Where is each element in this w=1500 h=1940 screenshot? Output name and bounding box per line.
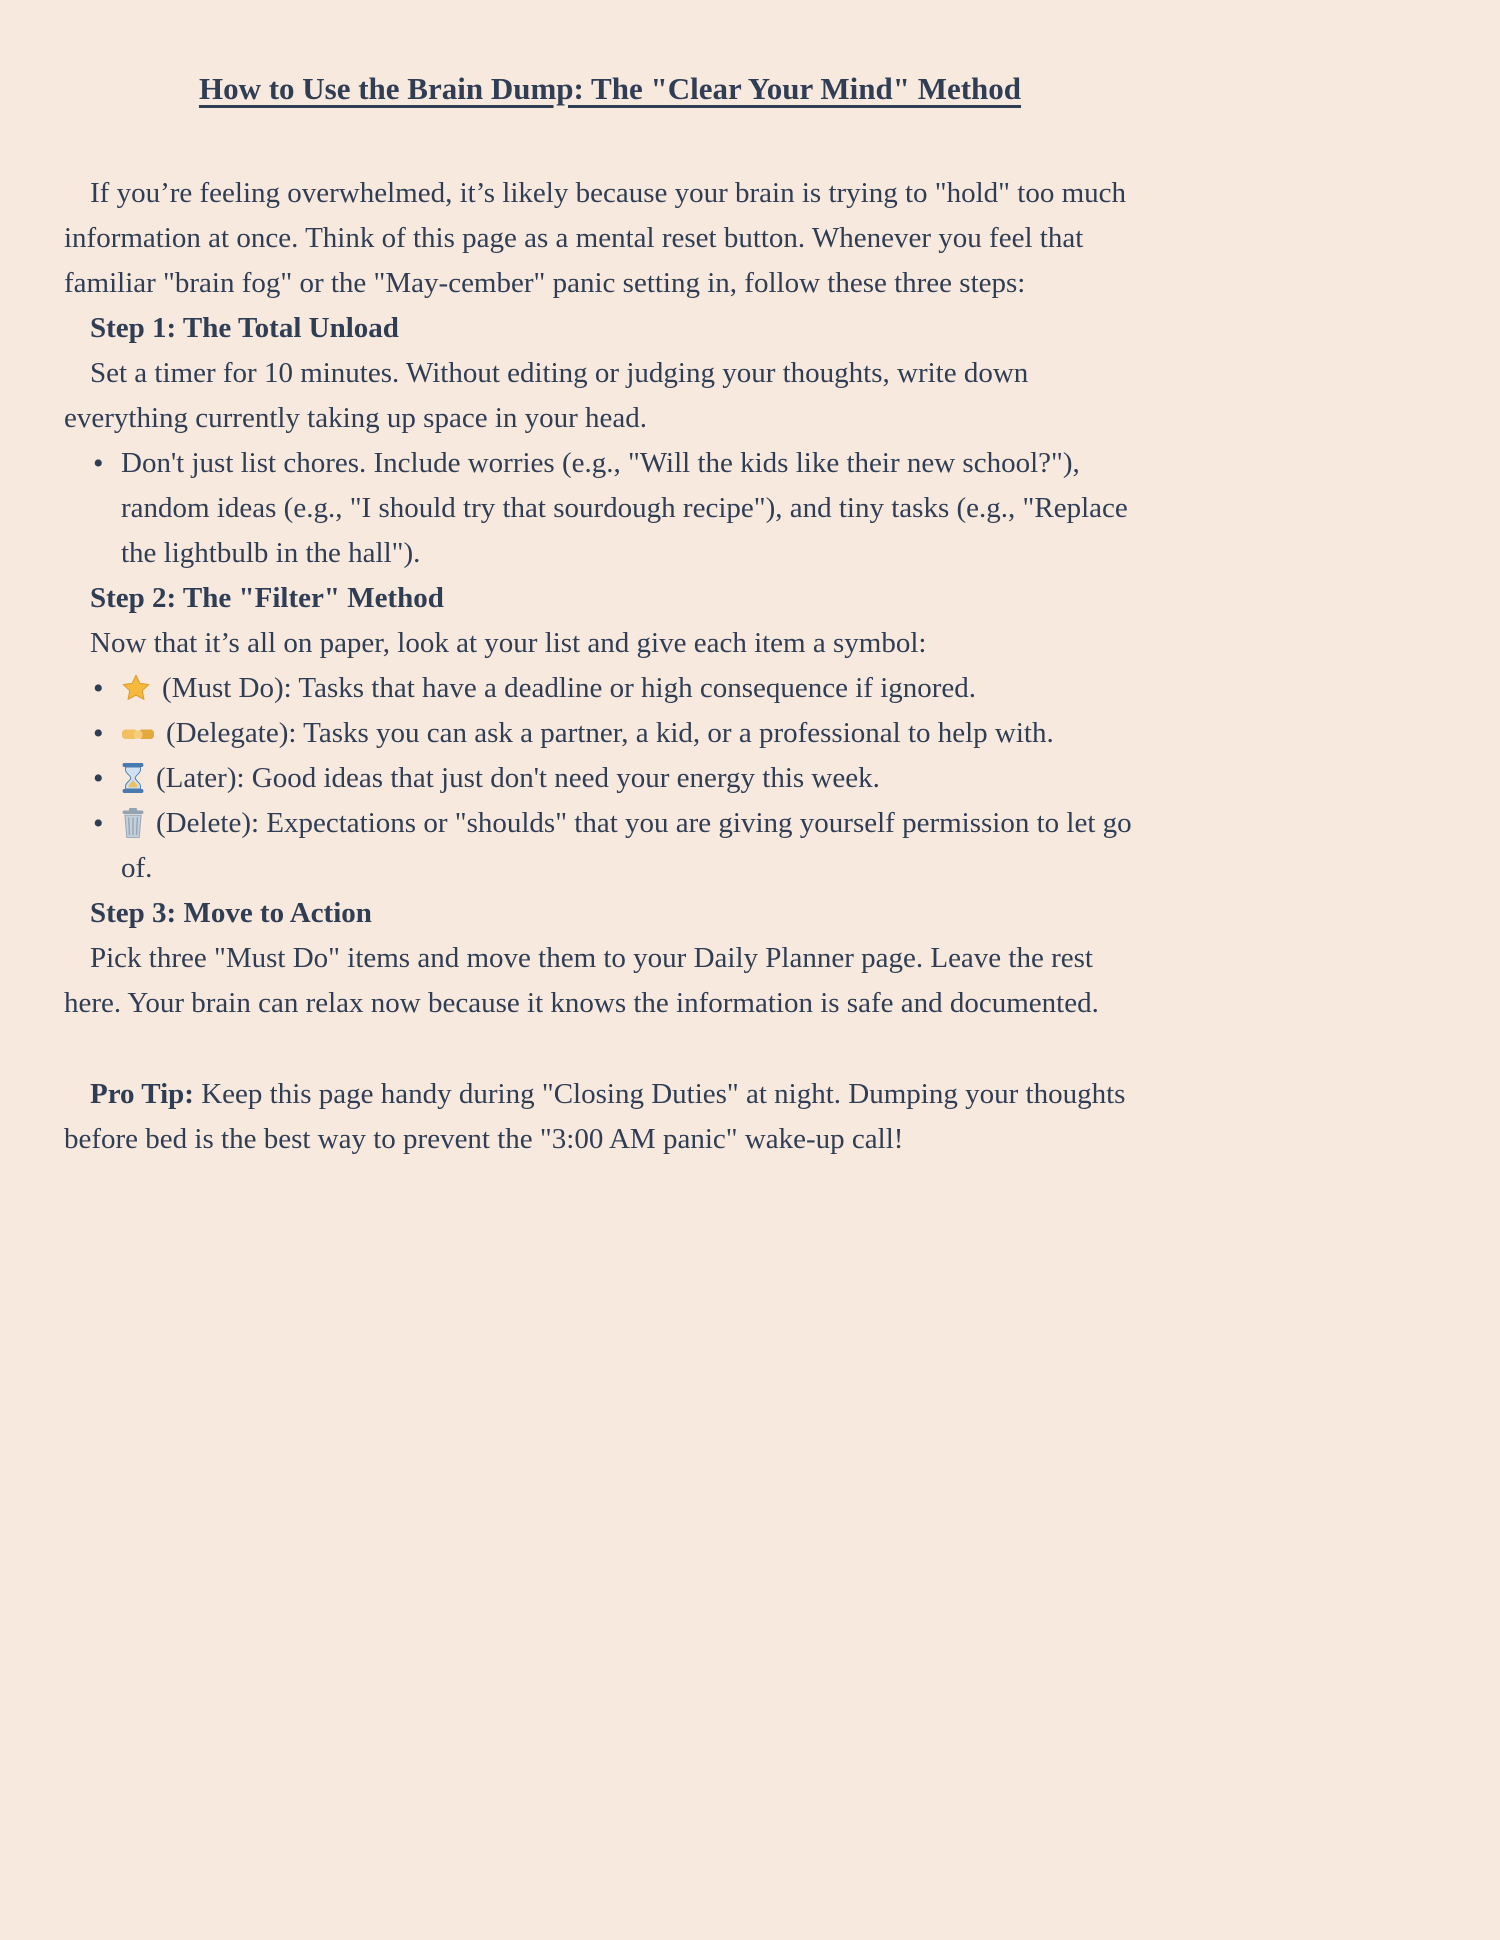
- bullet-text: Don't just list chores. Include worries (e.g., "Will the kids like their new school?"), random ideas (e.g., "I should try that sourdough recipe"), and tiny tasks (e.g., "Replace the lightbulb in the hall").: [121, 447, 1128, 569]
- list-item: [64, 711, 1156, 756]
- star-icon: [121, 666, 151, 711]
- step3-heading: Step 3: Move to Action: [90, 897, 372, 929]
- list-item: [64, 666, 1156, 711]
- list-item: [64, 441, 1156, 576]
- step1-bullet-list: [64, 441, 1156, 576]
- list-item: [64, 756, 1156, 801]
- bullet-text: (Delegate): Tasks you can ask a partner, a kid, or a professional to help with.: [166, 717, 1054, 749]
- step2-body: Now that it’s all on paper, look at your list and give each item a symbol:: [90, 627, 927, 659]
- bullet-text: (Later): Good ideas that just don't need your energy this week.: [156, 762, 880, 794]
- bullet-text: (Delete): Expectations or "shoulds" that you are giving yourself permission to let go of.: [121, 807, 1132, 884]
- list-item: [64, 801, 1156, 891]
- pro-tip-label: Pro Tip:: [90, 1078, 194, 1110]
- page-title: How to Use the Brain Dump: The "Clear Your Mind" Method: [198, 71, 1022, 106]
- intro-paragraph: If you’re feeling overwhelmed, it’s likely because your brain is trying to "hold" too much information at once. Think of this page as a mental reset button. Whenever you feel that familiar "brain fog" or the "May-cember" panic setting in, follow these three steps:: [64, 177, 1126, 299]
- step2-heading: Step 2: The "Filter" Method: [90, 582, 444, 614]
- pro-tip-text: Keep this page handy during "Closing Duties" at night. Dumping your thoughts before bed is the best way to prevent the "3:00 AM panic" wake-up call!: [64, 1078, 1126, 1155]
- step2-bullet-list: [64, 666, 1156, 891]
- step1-heading: Step 1: The Total Unload: [90, 312, 399, 344]
- handshake-icon: [121, 711, 155, 756]
- pro-tip-paragraph: [64, 1072, 1156, 1162]
- step3-body: Pick three "Must Do" items and move them to your Daily Planner page. Leave the rest here. Your brain can relax now because it knows the information is safe and documented.: [64, 942, 1099, 1019]
- trash-icon: [121, 801, 145, 846]
- hourglass-icon: [121, 756, 145, 801]
- bullet-text: (Must Do): Tasks that have a deadline or high consequence if ignored.: [162, 672, 977, 704]
- step1-body: Set a timer for 10 minutes. Without editing or judging your thoughts, write down everything currently taking up space in your head.: [64, 357, 1029, 434]
